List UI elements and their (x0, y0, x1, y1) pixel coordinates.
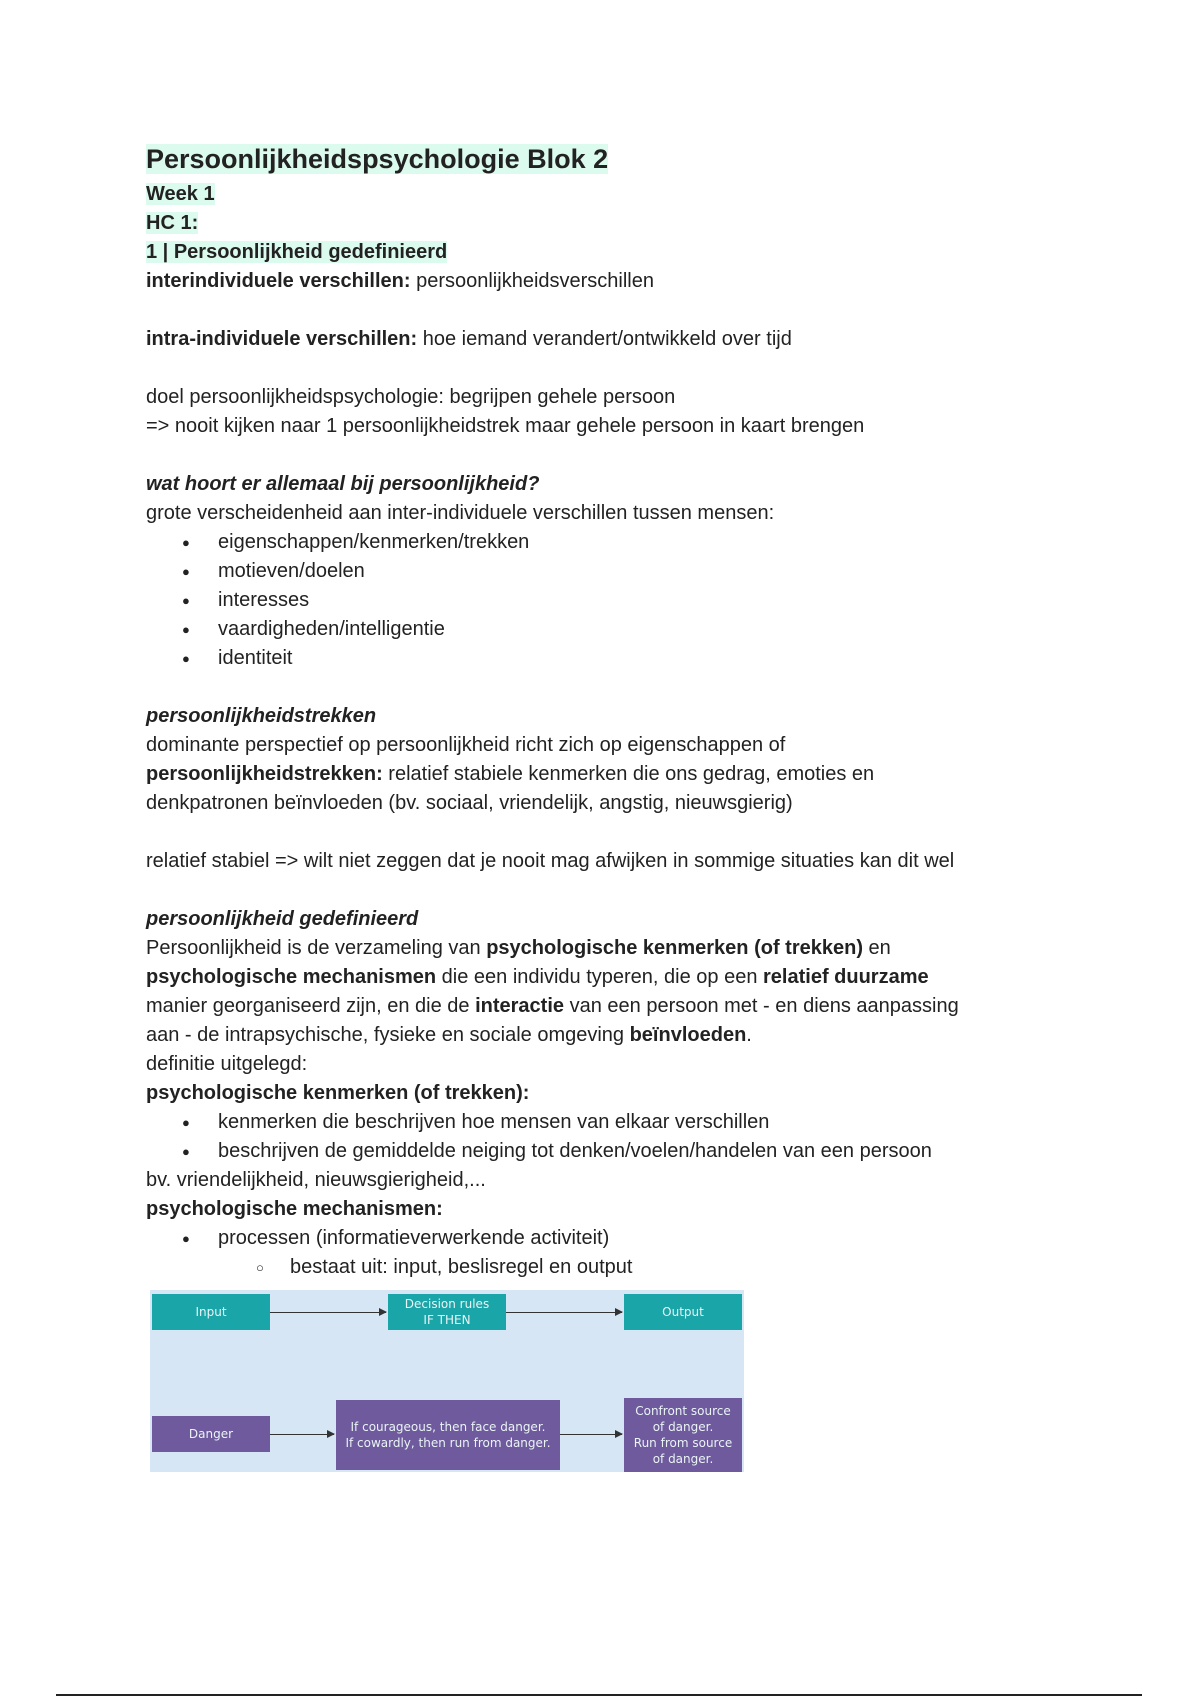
document-title: Persoonlijkheidspsychologie Blok 2 (146, 144, 609, 174)
definitie-line-3: manier georganiseerd zijn, en die de interactie van een persoon met - en diens aanpassing (146, 995, 959, 1017)
trekken-line-1: dominante perspectief op persoonlijkheid richt zich op eigenschappen of (146, 734, 786, 756)
intra-paragraph: intra-individuele verschillen: hoe iemand verandert/ontwikkeld over tijd (146, 328, 792, 350)
mechanismen-sublist (146, 1253, 1066, 1282)
kenmerken-heading: psychologische kenmerken (of trekken): (146, 1082, 530, 1104)
stabiel-line: relatief stabiel => wilt niet zeggen dat je nooit mag afwijken in sommige situaties kan dit wel (146, 850, 955, 872)
trekken-heading: persoonlijkheidstrekken (146, 705, 377, 727)
page-bottom-rule (56, 1694, 1142, 1696)
wat-intro: grote verscheidenheid aan inter-individuele verschillen tussen mensen: (146, 502, 775, 524)
danger-box: Danger (152, 1416, 270, 1452)
arrow-icon (506, 1312, 622, 1313)
mechanismen-list (146, 1224, 1066, 1253)
hc-heading: HC 1: (146, 212, 199, 234)
week-heading: Week 1 (146, 183, 215, 205)
inter-paragraph: interindividuele verschillen: persoonlijkheidsverschillen (146, 270, 654, 292)
mechanismen-heading: psychologische mechanismen: (146, 1198, 443, 1220)
definitie-line-4: aan - de intrapsychische, fysieke en sociale omgeving beïnvloeden. (146, 1024, 752, 1046)
trekken-line-2: persoonlijkheidstrekken: relatief stabiele kenmerken die ons gedrag, emoties en (146, 763, 875, 785)
kenmerken-list (146, 1108, 1066, 1166)
definitie-uitgelegd: definitie uitgelegd: (146, 1053, 308, 1075)
definitie-heading: persoonlijkheid gedefinieerd (146, 908, 419, 930)
list-item: ● kenmerken die beschrijven hoe mensen van elkaar verschillen (218, 1108, 1066, 1137)
decision-rules-box: Decision rules IF THEN (388, 1294, 506, 1330)
definitie-line-2: psychologische mechanismen die een individu typeren, die op een relatief duurzame (146, 966, 929, 988)
arrow-icon (560, 1434, 622, 1435)
list-item: ● vaardigheden/intelligentie (218, 615, 1066, 644)
list-item: ○ bestaat uit: input, beslisregel en output (290, 1253, 1066, 1282)
section-heading: 1 | Persoonlijkheid gedefinieerd (146, 241, 448, 263)
input-box: Input (152, 1294, 270, 1330)
doel-arrow-line: => nooit kijken naar 1 persoonlijkheidstrek maar gehele persoon in kaart brengen (146, 415, 865, 437)
if-then-box: If courageous, then face danger. If cowardly, then run from danger. (336, 1400, 560, 1470)
list-item: ● interesses (218, 586, 1066, 615)
list-item: ● identiteit (218, 644, 1066, 673)
process-diagram (150, 1290, 744, 1472)
definitie-line-1: Persoonlijkheid is de verzameling van psychologische kenmerken (of trekken) en (146, 937, 891, 959)
list-item: ● eigenschappen/kenmerken/trekken (218, 528, 1066, 557)
list-item: ● processen (informatieverwerkende activiteit) (218, 1224, 1066, 1253)
list-item: ● motieven/doelen (218, 557, 1066, 586)
output-box: Output (624, 1294, 742, 1330)
wat-heading: wat hoort er allemaal bij persoonlijkheid? (146, 473, 540, 495)
document-page (146, 142, 1066, 1472)
bv-line: bv. vriendelijkheid, nieuwsgierigheid,... (146, 1169, 486, 1191)
doel-line: doel persoonlijkheidspsychologie: begrijpen gehele persoon (146, 386, 676, 408)
arrow-icon (270, 1312, 386, 1313)
confront-run-box: Confront source of danger. Run from source of danger. (624, 1398, 742, 1472)
trekken-line-3: denkpatronen beïnvloeden (bv. sociaal, vriendelijk, angstig, nieuwsgierig) (146, 792, 793, 814)
list-item: ● beschrijven de gemiddelde neiging tot denken/voelen/handelen van een persoon (218, 1137, 1066, 1166)
wat-list (146, 528, 1066, 673)
arrow-icon (270, 1434, 334, 1435)
